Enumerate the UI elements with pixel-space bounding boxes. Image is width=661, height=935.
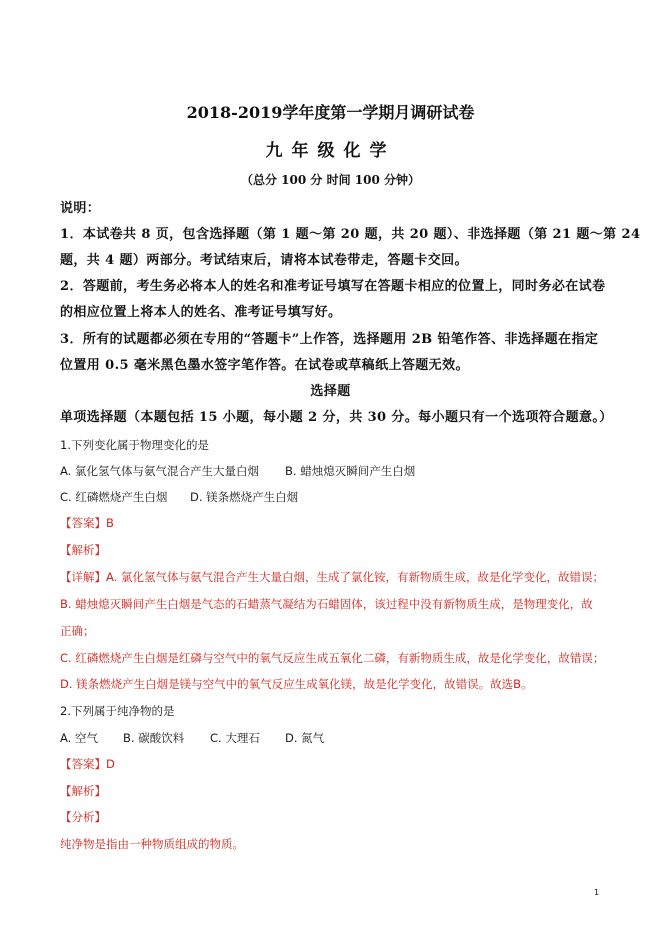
- question-1-analysis-label: 【解析】: [60, 543, 106, 557]
- question-1-stem: 1.下列变化属于物理变化的是: [60, 438, 209, 452]
- score-time-info: （总分 100 分 时间 100 分钟）: [241, 173, 420, 187]
- instruction-line: 3．所有的试题都必须在专用的“答题卡”上作答，选择题用 2B 铅笔作答、非选择题在指定: [60, 332, 599, 347]
- question-2-explanation: 纯净物是指由一种物质组成的物质。: [60, 837, 244, 851]
- instruction-line: 1．本试卷共 8 页，包含选择题（第 1 题～第 20 题，共 20 题）、非选择题（第 21 题～第 24: [60, 227, 641, 242]
- question-1-explanation-line: D. 镁条燃烧产生白烟是镁与空气中的氧气反应生成氧化镁，故是化学变化，故错误。故选B。: [60, 677, 533, 691]
- option-a: A. 空气: [60, 731, 98, 745]
- exam-subject: 九年级化学: [265, 141, 396, 161]
- option-d: D. 镁条燃烧产生白烟: [190, 490, 299, 504]
- instruction-line: 题，共 4 题）两部分。考试结束后，请将本试卷带走，答题卡交回。: [60, 253, 468, 268]
- option-a: A. 氯化氢气体与氨气混合产生大量白烟: [60, 464, 259, 478]
- question-1-options-row-2: [60, 492, 298, 504]
- question-2-options-row: [60, 733, 324, 745]
- page-number: 1: [594, 888, 600, 897]
- question-2-analysis-label: 【解析】: [60, 784, 106, 798]
- question-1-explanation-line: 【详解】A. 氯化氢气体与氨气混合产生大量白烟，生成了氯化铵，有新物质生成，故是化学变化，故错误；: [60, 570, 604, 584]
- option-b: B. 碳酸饮料: [123, 731, 185, 745]
- instruction-line: 2．答题前，考生务必将本人的姓名和准考证号填写在答题卡相应的位置上，同时务必在试卷: [60, 279, 606, 294]
- option-d: D. 氮气: [285, 731, 325, 745]
- instructions-heading: 说明：: [60, 201, 101, 216]
- option-c: C. 红磷燃烧产生白烟: [60, 490, 168, 504]
- section-subtitle: 单项选择题（本题包括 15 小题，每小题 2 分，共 30 分。每小题只有一个选项符合题意。）: [60, 410, 613, 425]
- question-1-answer: 【答案】B: [60, 516, 114, 530]
- question-2-fenxi-label: 【分析】: [60, 810, 106, 824]
- question-2-answer: 【答案】D: [60, 757, 115, 771]
- option-b: B. 蜡烛熄灭瞬间产生白烟: [285, 464, 416, 478]
- question-1-explanation-line: 正确；: [60, 624, 95, 638]
- instruction-line: 的相应位置上将本人的姓名、准考证号填写好。: [60, 305, 342, 320]
- question-2-stem: 2.下列属于纯净物的是: [60, 704, 175, 718]
- option-c: C. 大理石: [210, 731, 260, 745]
- instruction-line: 位置用 0.5 毫米黑色墨水签字笔作答。在试卷或草稿纸上答题无效。: [60, 358, 469, 373]
- question-1-options-row-1: [60, 466, 415, 478]
- exam-title: 2018-2019学年度第一学期月调研试卷: [186, 103, 475, 122]
- question-1-explanation-line: C. 红磷燃烧产生白烟是红磷与空气中的氧气反应生成五氧化二磷，有新物质生成，故是化学变化，故错误；: [60, 651, 605, 665]
- question-1-explanation-line: B. 蜡烛熄灭瞬间产生白烟是气态的石蜡蒸气凝结为石蜡固体，该过程中没有新物质生成，是物理变化，故: [60, 597, 593, 611]
- section-title: 选择题: [310, 384, 351, 399]
